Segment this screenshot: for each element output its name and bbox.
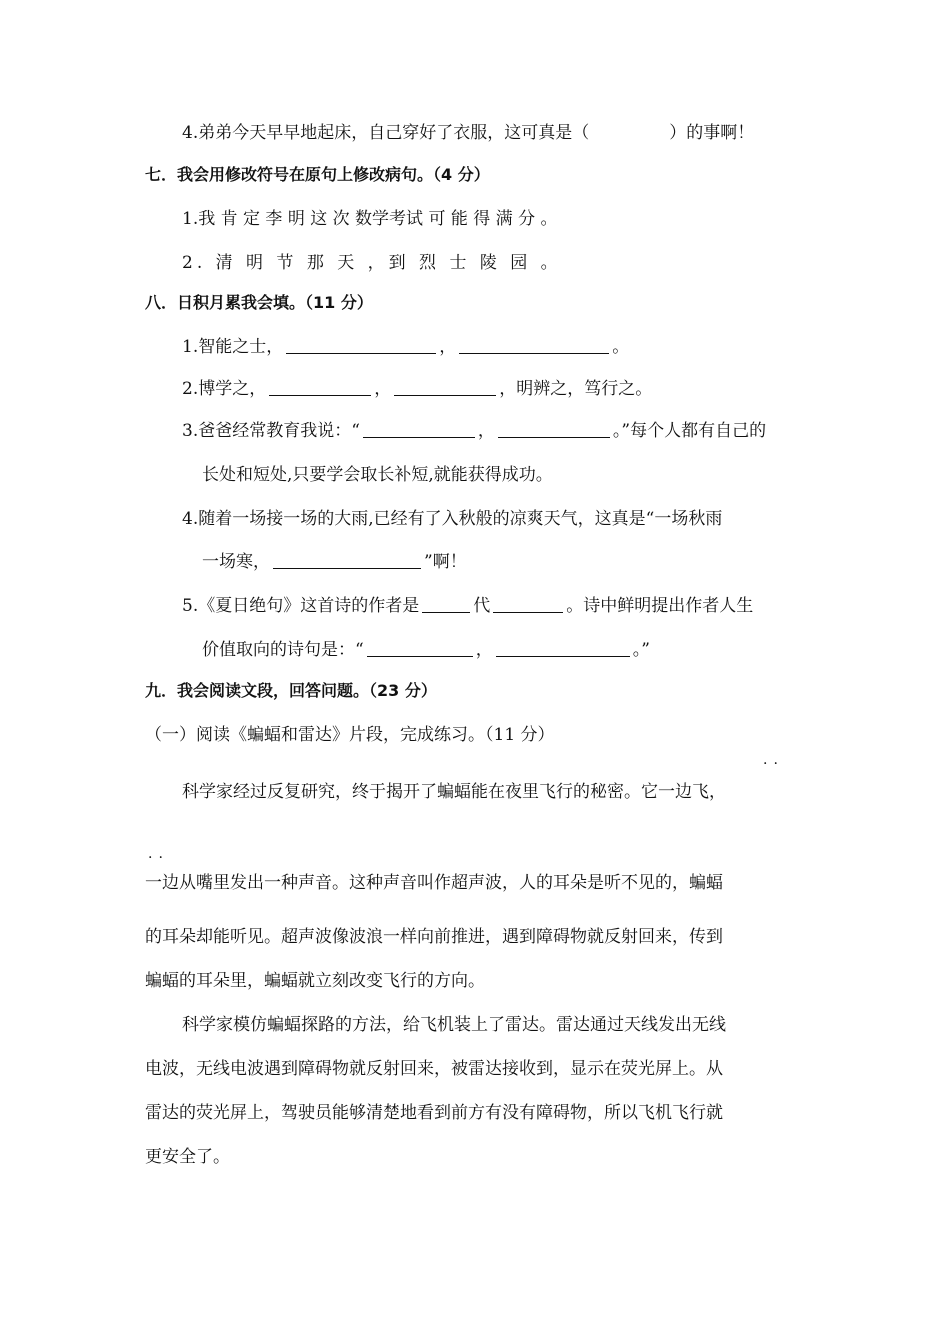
passage-p2-line1: 科学家模仿蝙蝠探路的方法，给飞机装上了雷达。雷达通过天线发出无线 bbox=[182, 1015, 726, 1035]
section-7-title: 七．我会用修改符号在原句上修改病句。（4 分） bbox=[145, 165, 490, 184]
fill-item-2: 2.博学之， ， ，明辨之，笃行之。 bbox=[182, 379, 653, 399]
blank[interactable] bbox=[496, 655, 630, 657]
sentence-2: 2. 清 明 节 那 天 ，到 烈 士 陵 园 。 bbox=[182, 253, 562, 273]
blank[interactable] bbox=[286, 352, 436, 354]
reading-subtitle: （一）阅读《蝙蝠和雷达》片段，完成练习。（11 分） bbox=[145, 725, 555, 745]
blank[interactable] bbox=[269, 394, 371, 396]
blank[interactable] bbox=[422, 611, 470, 613]
passage-p2-line3: 雷达的荧光屏上，驾驶员能够清楚地看到前方有没有障碍物，所以飞机飞行就 bbox=[145, 1103, 723, 1123]
fill-item-4-cont: 一场寒， ”啊！ bbox=[202, 552, 467, 572]
q6-item-4: 4.弟弟今天早早地起床，自己穿好了衣服，这可真是（ ）的事啊！ bbox=[182, 123, 755, 143]
blank[interactable] bbox=[363, 436, 475, 438]
fill-item-5-cont: 价值取向的诗句是：“ ， 。” bbox=[202, 640, 650, 660]
blank[interactable] bbox=[498, 436, 610, 438]
emphasis-dots: .. bbox=[148, 846, 169, 862]
passage-p1-line1: 科学家经过反复研究，终于揭开了蝙蝠能在夜里飞行的秘密。它一边飞， bbox=[182, 782, 726, 802]
passage-p2-line2: 电波，无线电波遇到障碍物就反射回来，被雷达接收到，显示在荧光屏上。从 bbox=[145, 1059, 723, 1079]
blank[interactable] bbox=[493, 611, 563, 613]
blank[interactable] bbox=[273, 567, 421, 569]
fill-item-3: 3.爸爸经常教育我说：“ ， 。”每个人都有自己的 bbox=[182, 421, 767, 441]
blank[interactable] bbox=[459, 352, 609, 354]
section-8-title: 八．日积月累我会填。（11 分） bbox=[145, 293, 373, 312]
sentence-1: 1.我 肯 定 李 明 这 次 数学考试 可 能 得 满 分 。 bbox=[182, 209, 558, 229]
section-9-title: 九．我会阅读文段，回答问题。（23 分） bbox=[145, 681, 437, 700]
passage-p1-line4: 蝙蝠的耳朵里，蝙蝠就立刻改变飞行的方向。 bbox=[145, 971, 485, 991]
passage-p2-line4: 更安全了。 bbox=[145, 1147, 230, 1167]
fill-item-4: 4.随着一场接一场的大雨,已经有了入秋般的凉爽天气，这真是“一场秋雨 bbox=[182, 509, 723, 529]
fill-item-5: 5.《夏日绝句》这首诗的作者是 代 。诗中鲜明提出作者人生 bbox=[182, 596, 754, 616]
passage-p1-line3: 的耳朵却能听见。超声波像波浪一样向前推进，遇到障碍物就反射回来，传到 bbox=[145, 927, 723, 947]
blank[interactable] bbox=[394, 394, 496, 396]
passage-p1-line2: 一边从嘴里发出一种声音。这种声音叫作超声波，人的耳朵是听不见的，蝙蝠 bbox=[145, 873, 723, 893]
fill-item-3-cont: 长处和短处,只要学会取长补短,就能获得成功。 bbox=[202, 465, 553, 485]
emphasis-dots: .. bbox=[763, 752, 784, 768]
blank[interactable] bbox=[367, 655, 473, 657]
fill-item-1: 1.智能之士， ， 。 bbox=[182, 337, 630, 357]
